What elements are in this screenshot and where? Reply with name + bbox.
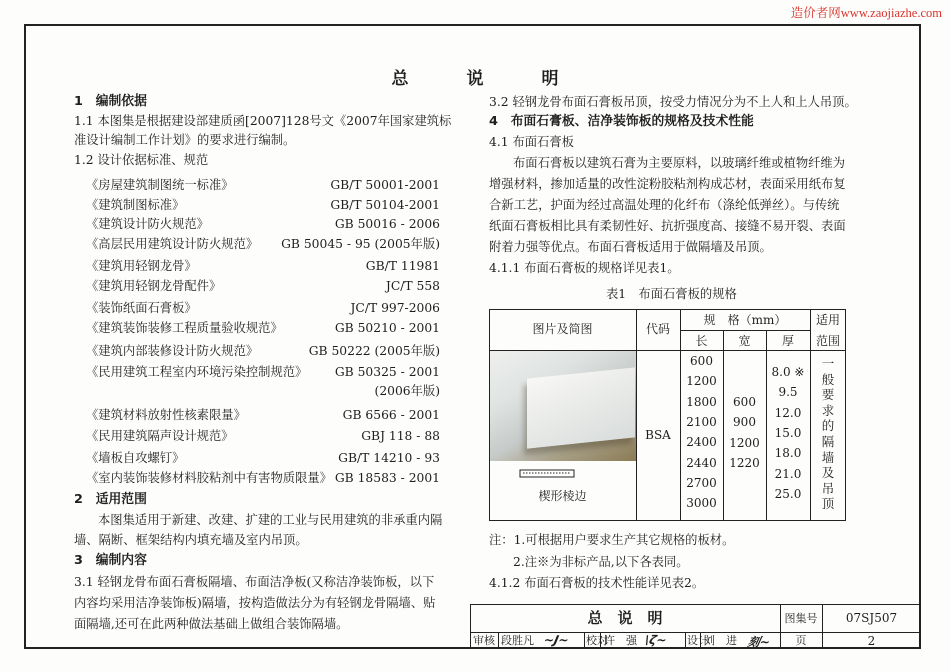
review-label: 审核 xyxy=(473,634,495,647)
checker-signature: \ζ~ xyxy=(643,633,669,647)
table-value: 2100 xyxy=(686,414,717,429)
standard-code: (2006年版) xyxy=(374,384,440,398)
table-value: 12.0 xyxy=(774,405,802,420)
standard-name: 《高层民用建筑设计防火规范》 xyxy=(86,237,259,251)
header-thickness: 厚 xyxy=(781,334,794,348)
table-value: 600 xyxy=(690,354,713,368)
table-value: 1200 xyxy=(686,374,717,389)
section-4-1: 4.1 布面石膏板 xyxy=(489,135,574,149)
edge-label: 楔形棱边 xyxy=(538,489,587,503)
watermark: 造价者网www.zaojiazhe.com xyxy=(790,6,942,20)
paragraph-line-1: 布面石膏板以建筑石膏为主要原料，以玻璃纤维或植物纤维为 xyxy=(513,156,846,170)
standard-name: 《建筑制图标准》 xyxy=(86,198,185,212)
section-3-2: 3.2 轻钢龙骨布面石膏板吊顶，按受力情况分为不上人和上人吊顶。 xyxy=(489,95,857,109)
section-3-heading: 3 编制内容 xyxy=(74,553,147,568)
standard-code: GB 50210 - 2001 xyxy=(334,321,440,335)
standard-name: 《建筑设计防火规范》 xyxy=(86,217,209,231)
standard-name: 《民用建筑隔声设计规范》 xyxy=(86,429,234,443)
note-1: 注：1.可根据用户要求生产其它规格的板材。 xyxy=(489,533,735,547)
standard-name: 《房屋建筑制图统一标准》 xyxy=(86,178,234,192)
designer-signature: 刻~ xyxy=(746,635,772,649)
standard-code: GB 50016 - 2006 xyxy=(334,217,440,231)
table-value: 3000 xyxy=(686,496,717,511)
standard-name: 《建筑用轻钢龙骨配件》 xyxy=(86,279,222,293)
checker-name: 许 强 xyxy=(604,634,637,647)
header-image: 图片及简图 xyxy=(532,322,593,336)
section-4-heading: 4 布面石膏板、洁净装饰板的规格及技术性能 xyxy=(489,114,754,129)
header-length: 长 xyxy=(695,334,708,348)
paragraph-line-2: 增强材料，掺加适量的改性淀粉胶粘剂构成芯材，表面采用纸布复 xyxy=(489,177,846,191)
standard-code: GB 50325 - 2001 xyxy=(334,365,440,379)
paragraph-line-3: 合新工艺，护面为经过高温处理的化纤布（涤纶低弹丝）。与传统 xyxy=(489,198,840,212)
section-3-1-line-2: 内容均采用洁净装饰板)隔墙，按构造做法分为有轻钢龙骨隔墙、贴 xyxy=(74,596,436,610)
section-1-2: 1.2 设计依据标准、规范 xyxy=(74,153,209,167)
table-value: 2700 xyxy=(686,475,717,490)
table-value: 9.5 xyxy=(778,385,798,400)
header-spec: 规 格（mm） xyxy=(703,313,787,327)
header-scope-2: 范围 xyxy=(815,334,840,348)
page-label: 页 xyxy=(795,634,807,647)
standard-name: 《建筑内部装修设计防火规范》 xyxy=(86,344,259,358)
standard-code: GB/T 50104-2001 xyxy=(330,198,440,212)
table-value: 15.0 xyxy=(774,425,802,440)
standard-code: GB 50045 - 95 (2005年版) xyxy=(281,237,440,251)
section-4-1-2: 4.1.2 布面石膏板的技术性能详见表2。 xyxy=(489,576,705,590)
standard-name: 《建筑材料放射性核素限量》 xyxy=(86,408,246,422)
paragraph-line-4: 纸面石膏板相比具有柔韧性好、抗折强度高、接缝不易开裂、表面 xyxy=(489,219,846,233)
header-scope-1: 适用 xyxy=(815,313,840,327)
table-value: 1200 xyxy=(729,435,760,450)
reviewer-signature: ~J~ xyxy=(542,633,571,647)
table-value: 8.0 ※ xyxy=(771,365,805,379)
reviewer-name: 段胜凡 xyxy=(501,634,534,647)
section-1-1-line-2: 准设计编制工作计划》的要求进行编制。 xyxy=(74,133,296,147)
standard-code: JC/T 558 xyxy=(385,279,440,293)
check-label: 校对 xyxy=(586,634,608,647)
table-value: 2400 xyxy=(686,435,717,450)
atlas-no: 07SJ507 xyxy=(845,611,898,625)
standard-name: 《装饰纸面石膏板》 xyxy=(86,301,197,315)
standard-code: GB/T 11981 xyxy=(365,259,440,273)
section-2-heading: 2 适用范围 xyxy=(74,492,147,507)
table-value: 2440 xyxy=(686,455,717,470)
standard-code: GB 50222 (2005年版) xyxy=(308,344,440,358)
standard-code: GB/T 50001-2001 xyxy=(330,178,440,192)
section-2-line-2: 墙、隔断、框架结构内填充墙及室内吊顶。 xyxy=(74,533,308,547)
section-3-1-line-3: 面隔墙,还可在此两种做法基础上做组合装饰隔墙。 xyxy=(74,617,349,631)
note-2: 2.注※为非标产品,以下各表同。 xyxy=(513,555,689,569)
standard-name: 《墙板自攻螺钉》 xyxy=(86,451,185,465)
standard-name: 《建筑装饰装修工程质量验收规范》 xyxy=(86,321,283,335)
header-width: 宽 xyxy=(738,334,751,348)
standard-code: GBJ 118 - 88 xyxy=(361,429,440,443)
standard-name: 《民用建筑工程室内环境污染控制规范》 xyxy=(86,365,308,379)
section-3-1-line-1: 3.1 轻钢龙骨布面石膏板隔墙、布面洁净板(又称洁净装饰板，以下 xyxy=(74,575,435,589)
section-1-heading: 1 编制依据 xyxy=(74,94,147,109)
page-title: 总说明 xyxy=(391,69,617,89)
standard-name: 《建筑用轻钢龙骨》 xyxy=(86,259,197,273)
table-value: 600 xyxy=(733,395,756,409)
table-value: 1220 xyxy=(729,455,760,470)
standard-code: GB/T 14210 - 93 xyxy=(338,451,440,465)
title-block-title: 总 说 明 xyxy=(587,609,663,627)
table-value: 18.0 xyxy=(774,446,802,461)
standard-code: GB 18583 - 2001 xyxy=(334,471,440,485)
section-2-line-1: 本图集适用于新建、改建、扩建的工业与民用建筑的非承重内隔 xyxy=(98,513,443,527)
standard-code: GB 6566 - 2001 xyxy=(342,408,440,422)
header-code: 代码 xyxy=(645,322,670,336)
table-value: 1800 xyxy=(686,394,717,409)
standard-code: JC/T 997-2006 xyxy=(350,301,440,315)
design-label: 设计 xyxy=(687,634,709,647)
section-1-1-line-1: 1.1 本图集是根据建设部建质函[2007]128号文《2007年国家建筑标 xyxy=(74,114,452,128)
table-caption: 表1 布面石膏板的规格 xyxy=(606,287,737,301)
table-value: 21.0 xyxy=(774,466,802,481)
page-number: 2 xyxy=(867,634,876,648)
paragraph-line-5: 附着力强等优点。布面石膏板适用于做隔墙及吊顶。 xyxy=(489,240,772,254)
atlas-no-label: 图集号 xyxy=(784,612,818,625)
table-value: 900 xyxy=(733,415,756,430)
section-4-1-1: 4.1.1 布面石膏板的规格详见表1。 xyxy=(489,261,680,275)
scope-value: 一般要求的隔墙及吊顶 xyxy=(821,356,835,512)
designer-name: 刘 进 xyxy=(704,634,737,647)
board-photo xyxy=(490,351,636,461)
standard-name: 《室内装饰装修材料胶粘剂中有害物质限量》 xyxy=(86,471,332,485)
tapered-edge-diagram xyxy=(519,468,575,478)
product-code: BSA xyxy=(645,428,671,442)
table-value: 25.0 xyxy=(774,486,802,501)
